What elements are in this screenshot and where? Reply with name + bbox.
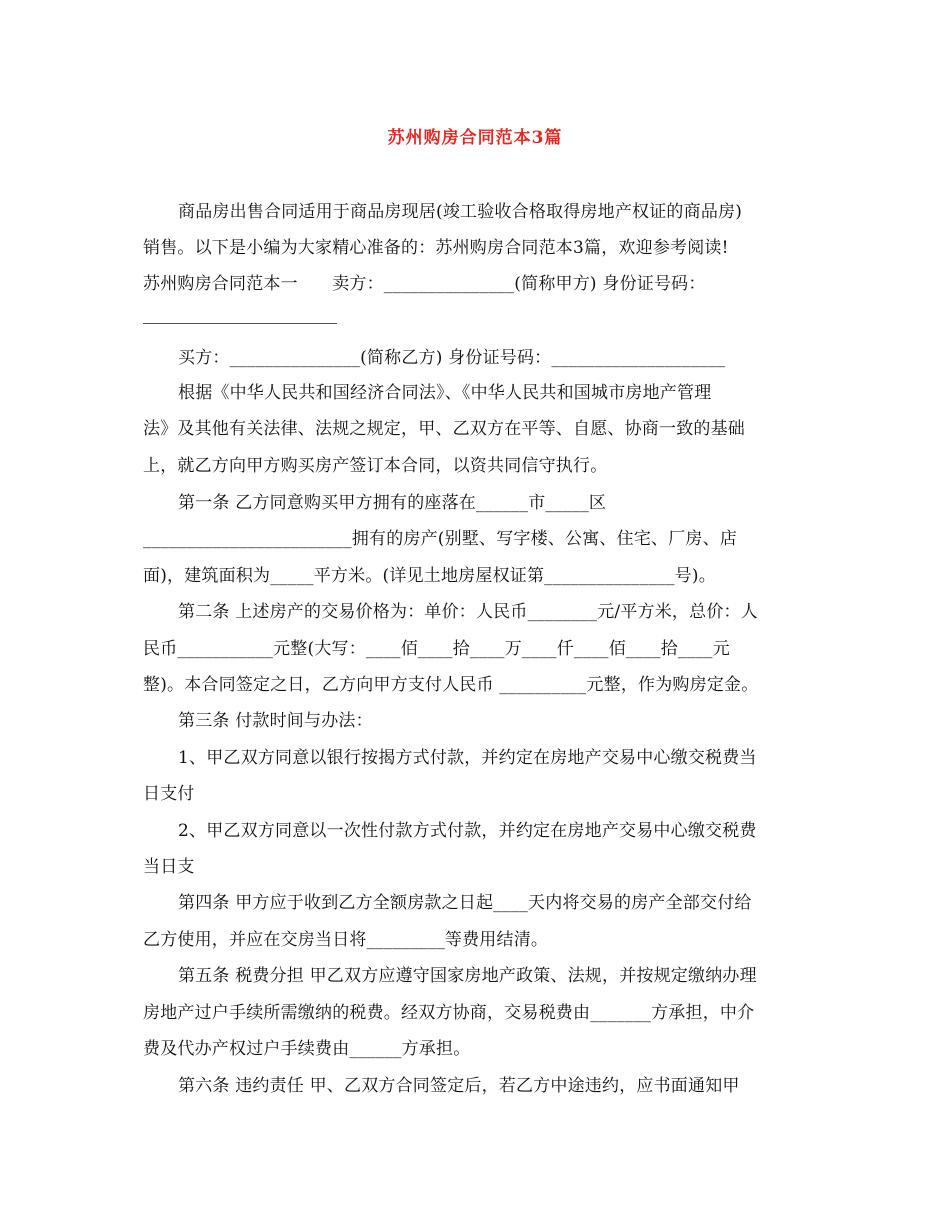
paragraph-line: 费及代办产权过户手续费由______方承担。 xyxy=(143,1039,471,1059)
paragraph-line: 根据《中华人民共和国经济合同法》、《中华人民共和国城市房地产管理 xyxy=(178,383,712,403)
paragraph-line: 1、甲乙双方同意以银行按揭方式付款，并约定在房地产交易中心缴交税费当 xyxy=(178,748,757,768)
paragraph-line: 第四条 甲方应于收到乙方全额房款之日起____天内将交易的房产全部交付给 xyxy=(178,893,752,913)
paragraph-line: ________________________拥有的房产(别墅、写字楼、公寓、住宅、厂房、店 xyxy=(143,529,738,549)
paragraph-line: 整)。本合同签定之日，乙方向甲方支付人民币 __________元整，作为购房定金。 xyxy=(143,675,759,695)
paragraph-line: 商品房出售合同适用于商品房现居(竣工验收合格取得房地产权证的商品房) xyxy=(178,202,743,222)
paragraph-line: 法》及其他有关法律、法规之规定，甲、乙双方在平等、自愿、协商一致的基础 xyxy=(143,419,745,439)
paragraph-line: 面)，建筑面积为_____平方米。(详见土地房屋权证第_______________号)。 xyxy=(143,566,716,586)
paragraph-line: 第六条 违约责任 甲、乙双方合同签定后，若乙方中途违约，应书面通知甲 xyxy=(178,1076,740,1096)
paragraph-line: 2、甲乙双方同意以一次性付款方式付款，并约定在房地产交易中心缴交税费 xyxy=(178,821,757,841)
paragraph-line: 第五条 税费分担 甲乙双方应遵守国家房地产政策、法规，并按规定缴纳办理 xyxy=(178,966,757,986)
paragraph-line: 民币___________元整(大写：____佰____拾____万____仟____佰____拾____元 xyxy=(143,639,730,659)
paragraph-line: 日支付 xyxy=(143,784,195,804)
paragraph-line: 第三条 付款时间与办法： xyxy=(178,711,373,731)
document-title: 苏州购房合同范本3篇 xyxy=(387,128,563,148)
paragraph-line: 乙方使用，并应在交房当日将_________等费用结清。 xyxy=(143,930,549,950)
paragraph-line: 第一条 乙方同意购买甲方拥有的座落在______市_____区 xyxy=(178,493,607,513)
paragraph-line: 苏州购房合同范本一 卖方：_______________(简称甲方) 身份证号码： xyxy=(143,274,706,294)
paragraph-line: 上，就乙方向甲方购买房产签订本合同，以资共同信守执行。 xyxy=(143,456,608,476)
blank-underline xyxy=(143,323,337,324)
paragraph-line: 买方：_______________(简称乙方) 身份证号码：____________________ xyxy=(178,348,726,368)
paragraph-line: 房地产过户手续所需缴纳的税费。经双方协商，交易税费由_______方承担，中介 xyxy=(143,1003,755,1023)
paragraph-line: 销售。以下是小编为大家精心准备的：苏州购房合同范本3篇，欢迎参考阅读! xyxy=(143,238,729,258)
paragraph-line: 当日支 xyxy=(143,857,195,877)
paragraph-line: 第二条 上述房产的交易价格为：单价：人民币________元/平方米，总价：人 xyxy=(178,602,758,622)
